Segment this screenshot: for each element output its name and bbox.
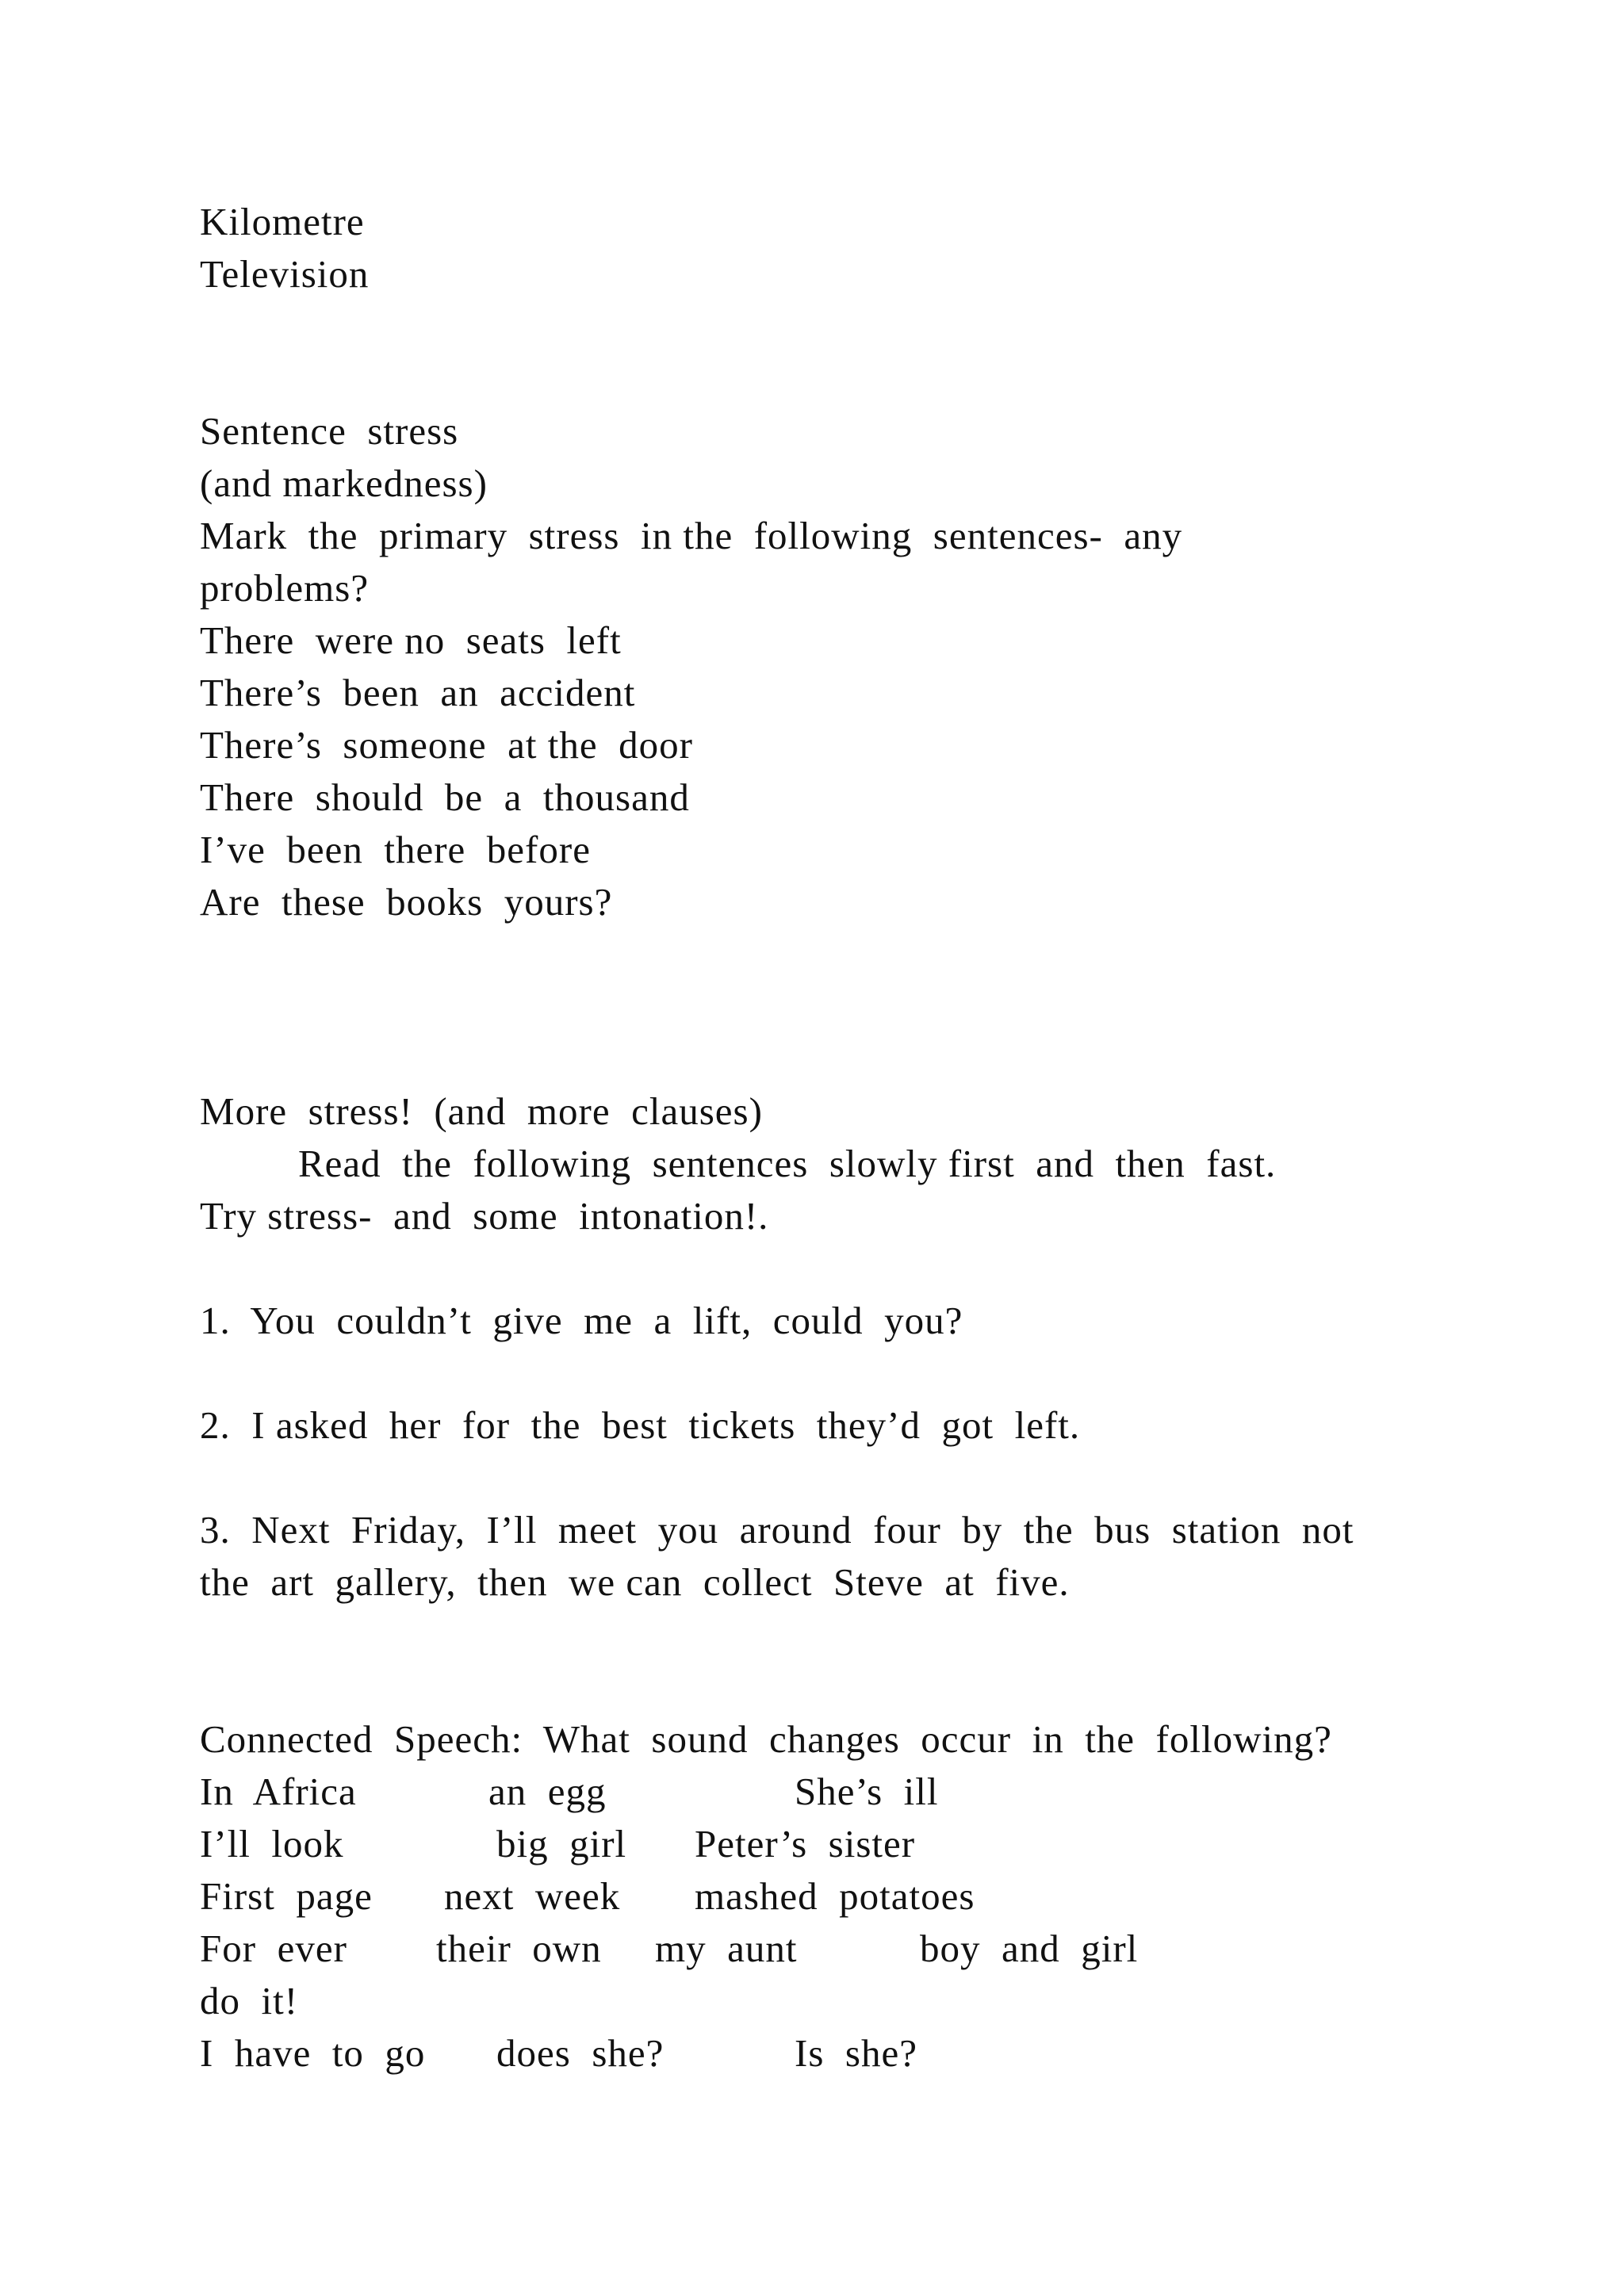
phrase: For ever [200, 1927, 347, 1970]
practice-sentence: Are these books yours? [200, 880, 613, 924]
word-television: Television [200, 252, 370, 296]
practice-sentence: There’s someone at the door [200, 723, 693, 767]
phrase: an egg [488, 1770, 607, 1813]
phrase: does she? [496, 2031, 665, 2075]
phrase: my aunt [655, 1927, 798, 1970]
phrase: boy and girl [920, 1927, 1139, 1970]
phrase: their own [436, 1927, 602, 1970]
numbered-item-3: 3. Next Friday, I’ll meet you around four by the bus station not [200, 1508, 1354, 1552]
phrase: big girl [496, 1822, 627, 1866]
instruction-line: problems? [200, 566, 370, 610]
phrase: next week [444, 1874, 621, 1918]
phrase: I’ll look [200, 1822, 344, 1866]
numbered-item-3-continued: the art gallery, then we can collect Steve at five. [200, 1560, 1070, 1604]
practice-sentence: I’ve been there before [200, 828, 591, 871]
instruction-line: Mark the primary stress in the following sentences- any [200, 514, 1183, 557]
phrase: do it! [200, 1979, 299, 2022]
section-subheading: (and markedness) [200, 461, 488, 505]
practice-sentence: There were no seats left [200, 618, 622, 662]
numbered-item-1: 1. You couldn’t give me a lift, could you? [200, 1299, 963, 1342]
numbered-item-2: 2. I asked her for the best tickets they’d got left. [200, 1403, 1081, 1447]
section-heading-connected-speech: Connected Speech: What sound changes occur in the following? [200, 1717, 1332, 1761]
phrase: I have to go [200, 2031, 426, 2075]
instruction-line: Try stress- and some intonation!. [200, 1194, 769, 1238]
phrase: First page [200, 1874, 373, 1918]
phrase: Is she? [795, 2031, 917, 2075]
practice-sentence: There’s been an accident [200, 671, 636, 714]
practice-sentence: There should be a thousand [200, 775, 690, 819]
phrase: mashed potatoes [695, 1874, 975, 1918]
phrase: She’s ill [795, 1770, 939, 1813]
phrase: In Africa [200, 1770, 357, 1813]
section-heading-more-stress: More stress! (and more clauses) [200, 1089, 763, 1133]
phrase: Peter’s sister [695, 1822, 916, 1866]
word-kilometre: Kilometre [200, 200, 365, 243]
section-heading-sentence-stress: Sentence stress [200, 409, 459, 453]
instruction-line: Read the following sentences slowly first and then fast. [298, 1142, 1277, 1185]
